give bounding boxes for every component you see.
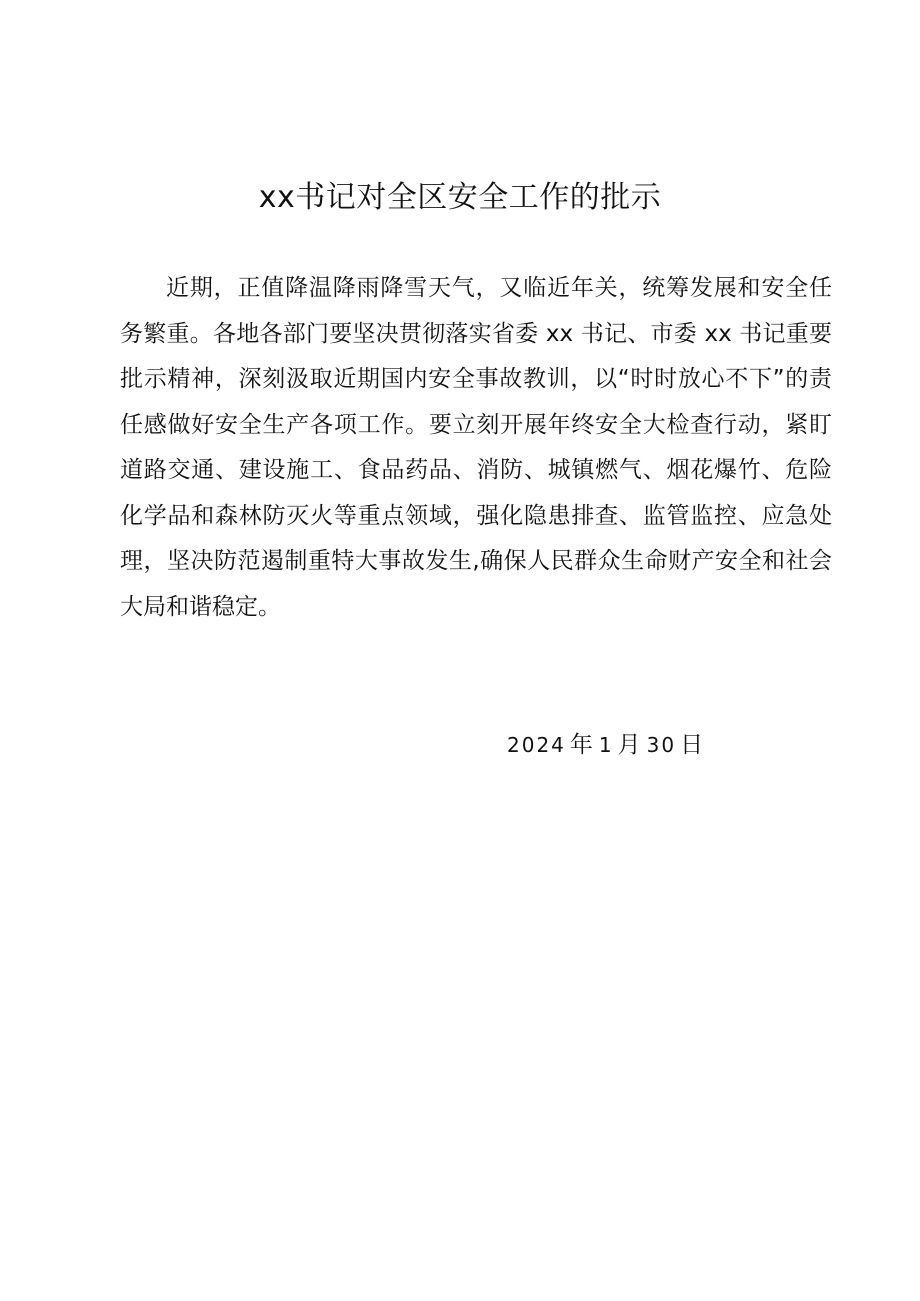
instruction-paragraph: 近期，正值降温降雨降雪天气，又临近年关，统筹发展和安全任务繁重。各地各部门要坚决贯彻落实省委 xx 书记、市委 xx 书记重要批示精神，深刻汲取近期国内安全事故教训，以“时时放心不下”的责任感做好安全生产各项工作。要立刻开展年终安全大检查行动，紧盯道路交通、建设施工、食品药品、消防、城镇燃气、烟花爆竹、危险化学品和森林防灭火等重点领域，强化隐患排查、监管监控、应急处理，坚决防范遏制重特大事故发生,确保人民群众生命财产安全和社会大局和谐稳定。 — [120, 275, 832, 620]
document-title: xx书记对全区安全工作的批示 — [258, 180, 662, 215]
date-month-unit: 月 — [617, 732, 641, 758]
date-year: 2024 — [507, 733, 566, 757]
date-day: 30 — [646, 733, 677, 757]
date-day-unit: 日 — [680, 732, 704, 758]
date-year-unit: 年 — [569, 732, 593, 758]
date-month: 1 — [598, 733, 614, 757]
document-date — [507, 722, 709, 768]
